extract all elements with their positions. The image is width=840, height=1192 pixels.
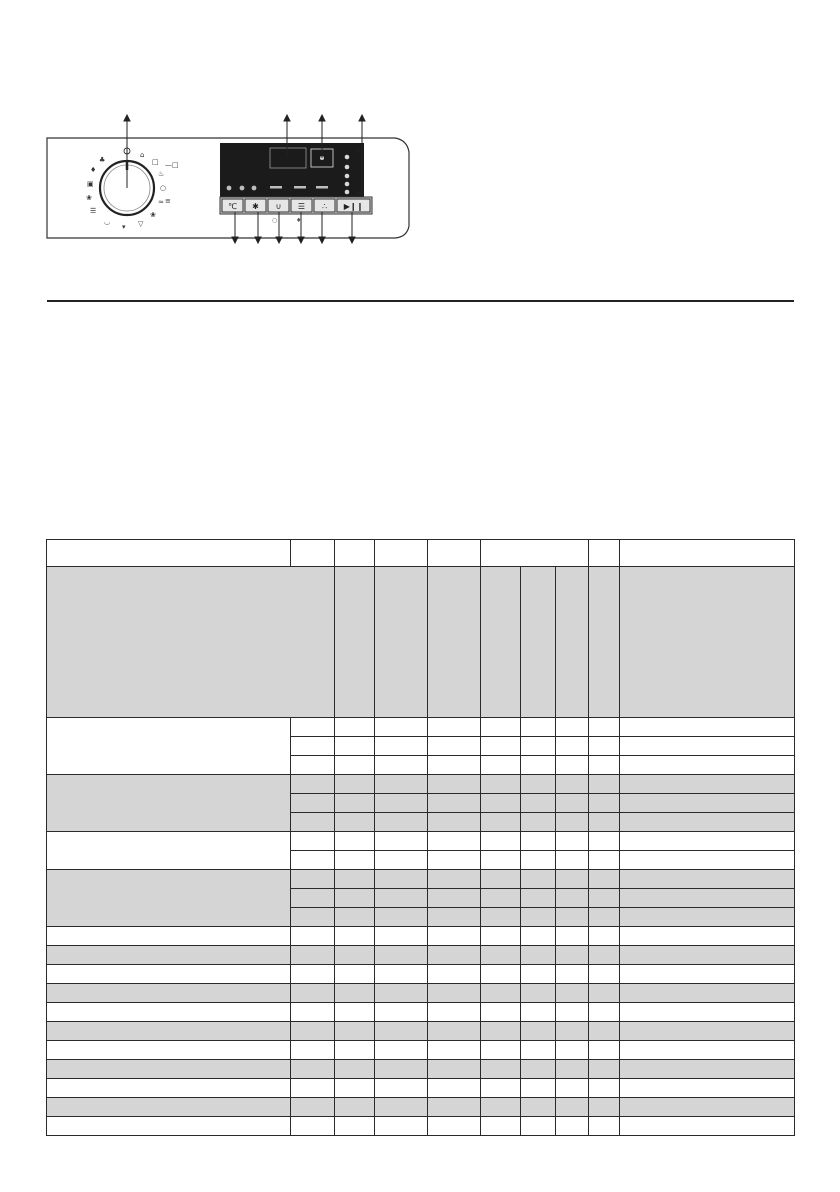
table-cell [589, 965, 620, 984]
table-cell [589, 756, 620, 775]
table-cell [556, 1117, 589, 1136]
table-subheader-cell [481, 567, 521, 718]
table-cell [335, 927, 375, 946]
program-icon: ♦ [90, 166, 97, 174]
table-cell [481, 946, 521, 965]
table-header-cell [428, 540, 481, 567]
table-cell [428, 775, 481, 794]
table-subheader-row [47, 567, 795, 718]
table-cell [521, 851, 556, 870]
table-cell [521, 1041, 556, 1060]
table-cell [481, 775, 521, 794]
table-cell [375, 1117, 428, 1136]
table-cell [375, 870, 428, 889]
table-cell [556, 737, 589, 756]
table-header-cell [375, 540, 428, 567]
table-header-row [47, 540, 795, 567]
table-cell [291, 908, 335, 927]
table-cell [556, 1041, 589, 1060]
table-subheader-cell [521, 567, 556, 718]
table-subheader-cell [375, 567, 428, 718]
table-cell [589, 1003, 620, 1022]
table-header-cell [589, 540, 620, 567]
table-row [47, 718, 795, 737]
table-row [47, 946, 795, 965]
program-icon: —□ [165, 161, 179, 169]
table-cell [428, 832, 481, 851]
table-cell [589, 908, 620, 927]
table-cell [556, 965, 589, 984]
table-cell [589, 984, 620, 1003]
phase-led [345, 165, 350, 170]
table-cell [428, 965, 481, 984]
table-cell [428, 737, 481, 756]
table-cell [481, 1079, 521, 1098]
table-cell [521, 775, 556, 794]
table-cell [291, 1098, 335, 1117]
table-subheader-cell [620, 567, 795, 718]
table-cell [521, 908, 556, 927]
program-name-cell [47, 832, 291, 870]
table-cell [589, 889, 620, 908]
table-cell [589, 946, 620, 965]
table-cell [375, 1079, 428, 1098]
table-row [47, 832, 795, 851]
table-cell [481, 908, 521, 927]
table-row [47, 1117, 795, 1136]
phase-led [345, 155, 350, 160]
program-table [46, 539, 795, 1136]
section-divider [47, 300, 794, 302]
program-name-cell [47, 1041, 291, 1060]
program-name-cell [47, 1060, 291, 1079]
program-name-cell [47, 946, 291, 965]
table-cell [481, 1098, 521, 1117]
table-cell [335, 908, 375, 927]
table-cell [291, 927, 335, 946]
program-icon: ❀ [86, 194, 92, 202]
table-cell [556, 908, 589, 927]
table-subheader-cell [428, 567, 481, 718]
table-cell [481, 1003, 521, 1022]
table-cell [620, 1098, 795, 1117]
table-header-cell [47, 540, 291, 567]
table-cell [556, 1022, 589, 1041]
table-row [47, 870, 795, 889]
program-icon: ▽ [138, 220, 144, 228]
table-cell [481, 984, 521, 1003]
table-cell [556, 813, 589, 832]
program-name-cell [47, 1022, 291, 1041]
table-cell [335, 813, 375, 832]
table-cell [375, 1060, 428, 1079]
table-cell [291, 889, 335, 908]
table-cell [589, 737, 620, 756]
table-header-cell [291, 540, 335, 567]
table-cell [556, 870, 589, 889]
table-cell [291, 737, 335, 756]
table-cell [620, 756, 795, 775]
table-cell [556, 889, 589, 908]
table-cell [589, 1079, 620, 1098]
program-icon: ⌂ [140, 151, 145, 159]
table-cell [375, 718, 428, 737]
table-cell [556, 756, 589, 775]
table-cell [620, 889, 795, 908]
table-cell [428, 1098, 481, 1117]
table-cell [428, 1041, 481, 1060]
table-cell [589, 1060, 620, 1079]
table-row [47, 775, 795, 794]
table-cell [375, 813, 428, 832]
table-cell [335, 737, 375, 756]
table-subheader-cell [335, 567, 375, 718]
table-cell [620, 813, 795, 832]
table-cell [556, 1060, 589, 1079]
table-cell [521, 813, 556, 832]
table-cell [620, 737, 795, 756]
table-cell [521, 1079, 556, 1098]
table-cell [375, 1041, 428, 1060]
table-cell [556, 984, 589, 1003]
table-cell [375, 927, 428, 946]
table-cell [291, 1079, 335, 1098]
table-cell [589, 1022, 620, 1041]
program-name-cell [47, 1098, 291, 1117]
delay-start-icon: ∴ [321, 202, 328, 211]
table-cell [335, 775, 375, 794]
table-subheader-cell [589, 567, 620, 718]
table-row [47, 1060, 795, 1079]
table-row [47, 1098, 795, 1117]
table-cell [521, 756, 556, 775]
table-cell [428, 718, 481, 737]
table-cell [481, 1041, 521, 1060]
option-icon: ♦ [296, 217, 302, 224]
table-cell [335, 984, 375, 1003]
table-cell [291, 870, 335, 889]
table-cell [428, 1060, 481, 1079]
temperature-icon: ℃ [228, 202, 237, 211]
table-cell [620, 946, 795, 965]
table-row [47, 1003, 795, 1022]
table-cell [375, 889, 428, 908]
table-cell [521, 794, 556, 813]
table-cell [556, 946, 589, 965]
program-icon: ☰ [90, 207, 97, 215]
table-cell [556, 1079, 589, 1098]
table-cell [481, 851, 521, 870]
table-cell [620, 870, 795, 889]
table-cell [428, 984, 481, 1003]
spin-icon: ✱ [252, 202, 259, 211]
rinse-icon: ∪ [275, 202, 282, 211]
table-subheader-cell [47, 567, 335, 718]
table-cell [521, 1060, 556, 1079]
table-cell [620, 832, 795, 851]
table-cell [335, 1117, 375, 1136]
table-cell [481, 1117, 521, 1136]
program-icon: □ [152, 158, 159, 166]
control-panel-figure [0, 0, 840, 300]
program-name-cell [47, 718, 291, 775]
table-cell [620, 1041, 795, 1060]
program-icon: ❀ [150, 211, 156, 219]
table-cell [375, 1098, 428, 1117]
table-cell [428, 1079, 481, 1098]
table-cell [428, 1117, 481, 1136]
prewash-icon: ☰ [297, 202, 306, 211]
program-icon: ▣ [87, 180, 94, 188]
table-cell [481, 756, 521, 775]
table-cell [620, 965, 795, 984]
table-row [47, 927, 795, 946]
table-cell [428, 1003, 481, 1022]
table-cell [428, 908, 481, 927]
table-cell [428, 756, 481, 775]
table-cell [556, 775, 589, 794]
table-cell [556, 794, 589, 813]
table-cell [428, 870, 481, 889]
program-name-cell [47, 1079, 291, 1098]
table-cell [521, 1003, 556, 1022]
table-cell [521, 832, 556, 851]
table-cell [521, 984, 556, 1003]
program-name-cell [47, 1003, 291, 1022]
table-cell [620, 794, 795, 813]
program-name-cell [47, 870, 291, 927]
table-cell [375, 984, 428, 1003]
table-cell [521, 870, 556, 889]
table-cell [481, 870, 521, 889]
program-icon: ♣ [99, 156, 106, 164]
table-cell [589, 870, 620, 889]
table-cell [335, 794, 375, 813]
table-cell [375, 946, 428, 965]
table-cell [375, 1003, 428, 1022]
table-header-cell [481, 540, 589, 567]
table-cell [375, 756, 428, 775]
table-cell [620, 1079, 795, 1098]
table-cell [375, 737, 428, 756]
table-cell [481, 718, 521, 737]
table-cell [620, 775, 795, 794]
table-cell [291, 1060, 335, 1079]
table-cell [375, 775, 428, 794]
table-cell [556, 851, 589, 870]
table-cell [335, 756, 375, 775]
table-cell [291, 756, 335, 775]
table-cell [589, 718, 620, 737]
table-cell [589, 1117, 620, 1136]
table-row [47, 1079, 795, 1098]
table-cell [589, 1041, 620, 1060]
table-cell [589, 813, 620, 832]
table-cell [521, 1098, 556, 1117]
table-cell [589, 832, 620, 851]
program-icon: ≈ [158, 198, 164, 206]
table-cell [375, 832, 428, 851]
table-cell [335, 1041, 375, 1060]
table-cell [335, 946, 375, 965]
table-cell [481, 889, 521, 908]
table-cell [556, 718, 589, 737]
table-cell [375, 1022, 428, 1041]
table-cell [521, 946, 556, 965]
table-cell [291, 1022, 335, 1041]
table-cell [481, 927, 521, 946]
table-cell [375, 851, 428, 870]
table-cell [481, 737, 521, 756]
table-cell [428, 927, 481, 946]
table-cell [620, 1117, 795, 1136]
table-cell [335, 718, 375, 737]
table-cell [556, 1098, 589, 1117]
table-cell [521, 1117, 556, 1136]
table-cell [375, 794, 428, 813]
table-cell [589, 1098, 620, 1117]
table-cell [428, 813, 481, 832]
table-cell [335, 1022, 375, 1041]
table-cell [521, 737, 556, 756]
table-cell [335, 832, 375, 851]
table-cell [291, 775, 335, 794]
table-cell [335, 889, 375, 908]
program-icon: ○ [160, 184, 167, 192]
program-icon: ≡ [165, 197, 171, 205]
table-row [47, 1041, 795, 1060]
table-cell [291, 1117, 335, 1136]
table-cell [291, 718, 335, 737]
table-cell [428, 1022, 481, 1041]
table-cell [428, 946, 481, 965]
program-name-cell [47, 1117, 291, 1136]
table-cell [556, 927, 589, 946]
table-cell [620, 1060, 795, 1079]
program-name-cell [47, 984, 291, 1003]
table-cell [521, 1022, 556, 1041]
table-cell [589, 775, 620, 794]
table-cell [620, 851, 795, 870]
table-cell [375, 965, 428, 984]
start-pause-icon: ▶❙❙ [343, 202, 364, 211]
table-cell [428, 794, 481, 813]
table-cell [291, 1041, 335, 1060]
program-icon: ▾ [122, 223, 126, 231]
table-cell [481, 832, 521, 851]
table-cell [335, 1003, 375, 1022]
table-cell [291, 946, 335, 965]
table-cell [335, 965, 375, 984]
phase-led [345, 182, 350, 187]
table-cell [335, 1098, 375, 1117]
table-cell [556, 832, 589, 851]
option-icon: ○ [272, 217, 278, 224]
table-cell [589, 927, 620, 946]
table-cell [589, 794, 620, 813]
table-cell [589, 851, 620, 870]
table-cell [428, 851, 481, 870]
table-header-cell [335, 540, 375, 567]
table-cell [521, 927, 556, 946]
program-name-cell [47, 965, 291, 984]
program-icon: ♨ [158, 170, 165, 178]
table-cell [428, 889, 481, 908]
phase-led [345, 174, 350, 179]
table-cell [620, 984, 795, 1003]
table-cell [620, 718, 795, 737]
table-row [47, 965, 795, 984]
table-cell [291, 813, 335, 832]
table-cell [481, 813, 521, 832]
program-icon: ◡ [104, 218, 111, 226]
table-cell [291, 965, 335, 984]
table-cell [620, 1003, 795, 1022]
table-cell [481, 965, 521, 984]
table-cell [521, 718, 556, 737]
table-header-cell [620, 540, 795, 567]
table-cell [291, 984, 335, 1003]
table-cell [521, 889, 556, 908]
table-cell [335, 870, 375, 889]
table-cell [375, 908, 428, 927]
program-name-cell [47, 775, 291, 832]
table-cell [335, 1079, 375, 1098]
table-cell [291, 832, 335, 851]
table-row [47, 984, 795, 1003]
phase-led [345, 190, 350, 195]
table-cell [291, 851, 335, 870]
table-cell [335, 1060, 375, 1079]
table-cell [620, 927, 795, 946]
table-cell [620, 908, 795, 927]
table-cell [481, 1022, 521, 1041]
table-cell [556, 1003, 589, 1022]
table-cell [291, 1003, 335, 1022]
table-cell [481, 1060, 521, 1079]
table-cell [335, 851, 375, 870]
program-name-cell [47, 927, 291, 946]
table-row [47, 1022, 795, 1041]
table-cell [620, 1022, 795, 1041]
table-cell [291, 794, 335, 813]
table-cell [521, 965, 556, 984]
table-subheader-cell [556, 567, 589, 718]
table-cell [481, 794, 521, 813]
